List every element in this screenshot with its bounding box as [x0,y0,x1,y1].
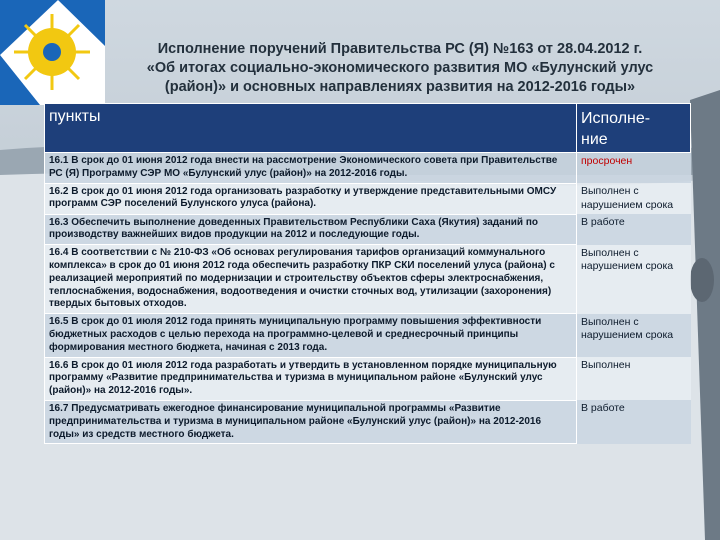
table-row [45,153,691,184]
table-row [45,314,691,357]
title-line-3: (район)» и основных направлениях развития на 2012-2016 годы» [164,79,636,95]
row-item-text: 16.6 В срок до 01 июля 2012 года разработать и утвердить в установленном порядке муниципальную программу «Развитие предпринимательства и туризма в муниципальном районе «Булунский улус (район)» на 2012-2016 годы». [45,357,577,400]
district-emblem [0,0,105,105]
row-status: Выполнен [577,357,691,400]
row-status: В работе [577,400,691,443]
row-item-text: 16.5 В срок до 01 июля 2012 года принять муниципальную программу повышения эффективности бюджетных расходов с целью перехода на программно-целевой и среднесрочный принципы формирования местного бюджета, начиная с 2013 года. [45,314,577,357]
table-row [45,357,691,400]
row-status: В работе [577,214,691,245]
row-item-text: 16.3 Обеспечить выполнение доведенных Правительством Республики Саха (Якутия) заданий по производству важнейших видов продукции на 2012 и последующие годы. [45,214,577,245]
row-status: просрочен [577,153,691,184]
row-status: Выполнен с нарушением срока [577,183,691,214]
orders-execution-table [44,103,691,444]
row-item-text: 16.2 В срок до 01 июня 2012 года организовать разработку и утверждение представительными ОМСУ программ СЭР поселений Булунского улуса (района). [45,183,577,214]
table-row [45,183,691,214]
header-status-line-1: Исполне- [581,110,651,127]
slide-title [110,40,690,97]
row-item-text: 16.1 В срок до 01 июня 2012 года внести на рассмотрение Экономического совета при Правительстве РС (Я) Программу СЭР МО «Булунский улус (район)» на 2012-2016 годы. [45,153,577,184]
header-items [45,104,577,153]
table-row [45,245,691,314]
header-status-line-2: ние [581,131,608,148]
title-line-2: «Об итогах социально-экономического развития МО «Булунский улус [146,60,654,76]
table-row [45,400,691,443]
table-header-row [45,104,691,153]
header-status [577,104,691,153]
row-status: Выполнен с нарушением срока [577,245,691,314]
row-item-text: 16.7 Предусматривать ежегодное финансирование муниципальной программы «Развитие предпринимательства и туризма в муниципальном районе «Булунский улус (район)» на 2012-2016 годы» из средств местного бюджета. [45,400,577,443]
title-line-1: Исполнение поручений Правительства РС (Я) №163 от 28.04.2012 г. [157,41,643,57]
row-status: Выполнен с нарушением срока [577,314,691,357]
table-row [45,214,691,245]
header-items-label: пункты [49,108,101,125]
row-item-text: 16.4 В соответствии с № 210-ФЗ «Об основах регулирования тарифов организаций коммунального комплекса» в срок до 01 июня 2012 года обеспечить разработку ПКР СКИ поселений улуса (района) с реализацией мероприятий по модернизации и строительству объектов сферы электроснабжения, теплоснабжения, водоснабжения, водоотведения и очистки сточных вод, утилизации (захоронения) твердых бытовых отходов. [45,245,577,314]
